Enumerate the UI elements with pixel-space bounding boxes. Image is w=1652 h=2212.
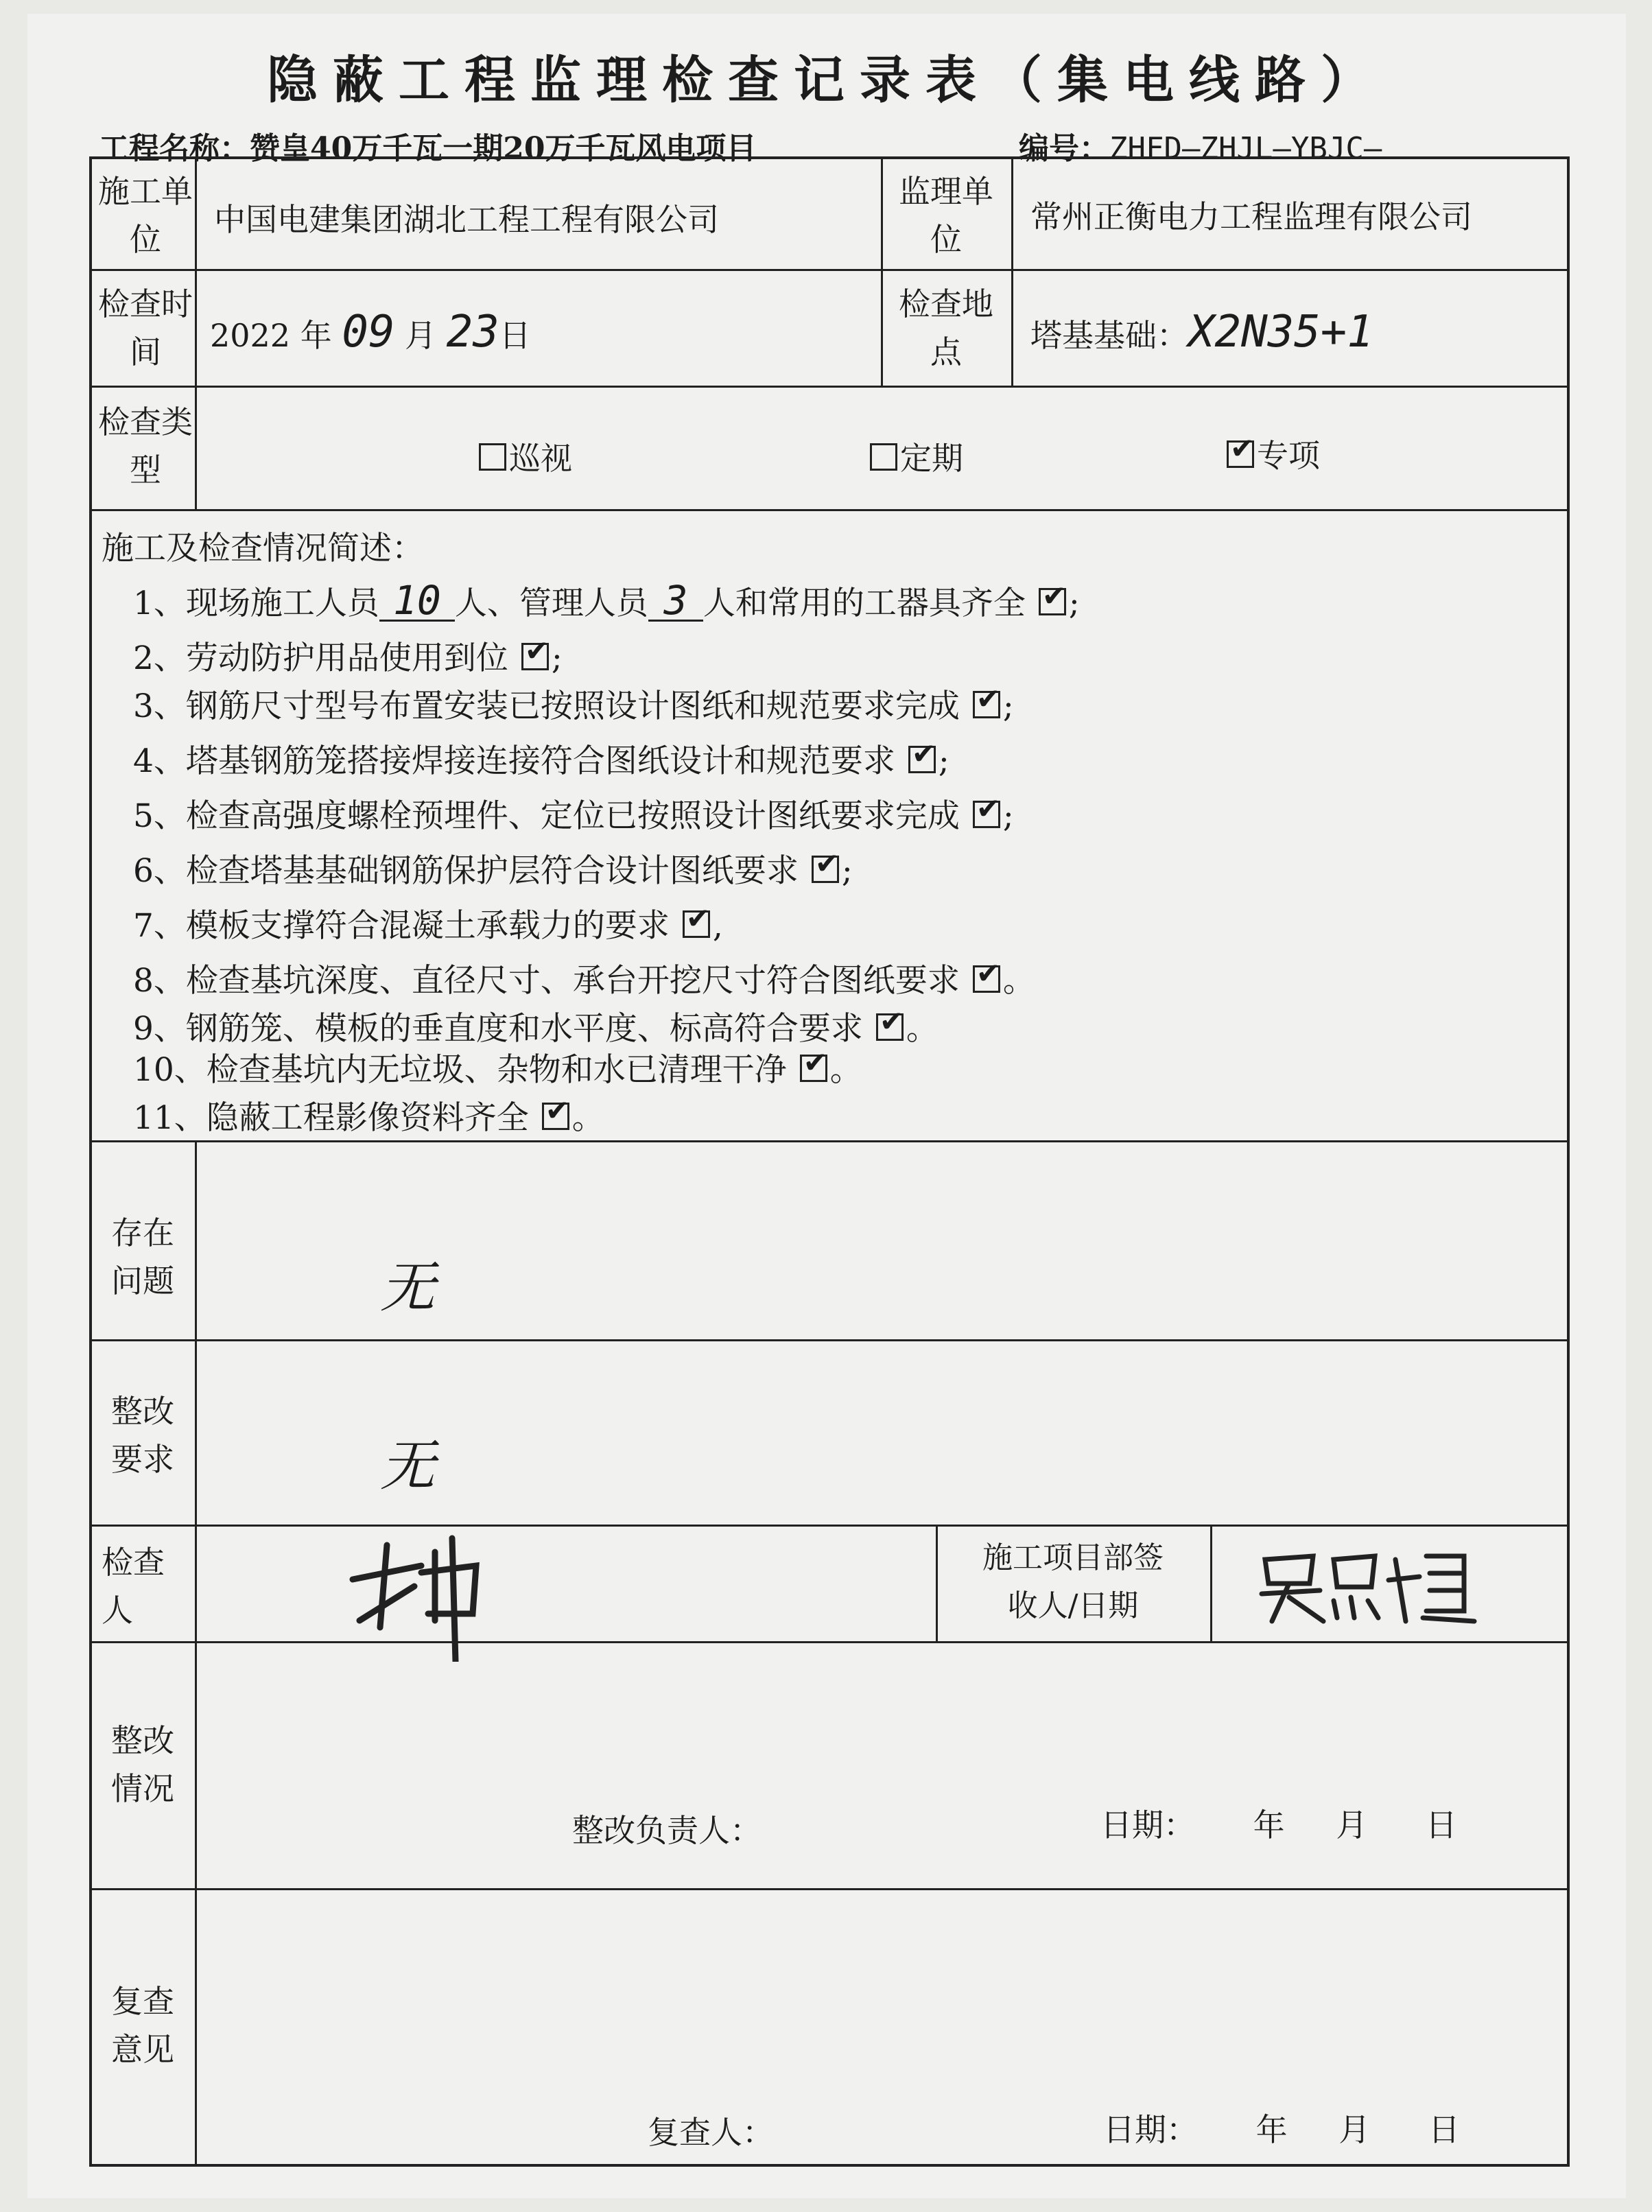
receiver-signature-drawing	[1258, 1546, 1478, 1628]
supervision-unit-label: 监理单位	[899, 173, 993, 258]
checkbox-checked-icon	[1039, 588, 1066, 615]
checkbox-checked-icon	[973, 691, 1000, 718]
type-periodic[interactable]	[867, 434, 963, 479]
checkbox-checked-icon	[876, 1013, 904, 1041]
record-table	[89, 156, 1570, 2167]
summary-item: 2、劳动防护用品使用到位 ✔ ;	[133, 633, 563, 679]
location-handwritten: X2N35+1	[1188, 307, 1373, 357]
construction-unit-value: 中国电建集团湖北工程工程有限公司	[214, 201, 719, 238]
workers-count: 10	[379, 581, 455, 622]
checkbox-checked-icon	[908, 746, 936, 773]
summary-item: 6、检查塔基基础钢筋保护层符合设计图纸要求 ✔ ;	[133, 845, 853, 891]
type-special[interactable]	[1224, 431, 1320, 476]
check-location-value	[1030, 307, 1373, 357]
rectify-status-label: 整改 情况	[111, 1722, 174, 1807]
type-periodic-label: 定期	[900, 440, 963, 477]
summary-item: 10、检查基坑内无垃圾、杂物和水已清理干净 ✔ 。	[133, 1044, 862, 1090]
checkbox-checked-icon	[812, 856, 839, 883]
receiver-signature	[1258, 1545, 1478, 1649]
summary-item: 11、隐蔽工程影像资料齐全 ✔ 。	[133, 1092, 604, 1138]
check-day: 23	[446, 307, 499, 357]
summary-item: 8、检查基坑深度、直径尺寸、承台开挖尺寸符合图纸要求 ✔ 。	[133, 955, 1035, 1001]
inspector-signature-drawing	[339, 1525, 504, 1662]
checkbox-checked-icon[interactable]	[1227, 440, 1254, 468]
rectify-req-value: 无	[380, 1434, 435, 1498]
checkbox-checked-icon	[973, 801, 1000, 828]
type-patrol[interactable]	[476, 434, 572, 479]
supervision-unit-value: 常州正衡电力工程监理有限公司	[1030, 198, 1472, 235]
summary-item: 4、塔基钢筋笼搭接焊接连接符合图纸设计和规范要求 ✔ ;	[133, 736, 949, 781]
checkbox-checked-icon	[521, 643, 549, 670]
location-prefix: 塔基基础：	[1030, 317, 1188, 354]
problems-label: 存在 问题	[111, 1214, 174, 1299]
check-type-label: 检查类型	[98, 403, 193, 489]
managers-count: 3	[648, 581, 703, 622]
check-year: 2022 年	[210, 317, 332, 354]
receiver-label: 施工项目部签 收人/日期	[982, 1540, 1164, 1623]
serial-label: 编号：	[1019, 131, 1109, 166]
rectify-person-label: 整改负责人：	[572, 1812, 762, 1849]
document-title: 隐蔽工程监理检查记录表（集电线路）	[267, 51, 1386, 110]
document-page	[27, 14, 1626, 2198]
checkbox-icon[interactable]	[479, 443, 506, 471]
summary-item: 9、钢筋笼、模板的垂直度和水平度、标高符合要求 ✔ 。	[133, 1003, 939, 1049]
check-location-label: 检查地点	[899, 285, 993, 370]
review-label: 复查 意见	[111, 1983, 174, 2068]
checkbox-checked-icon	[683, 910, 710, 938]
project-value: 赞皇40万千瓦一期20万千瓦风电项目	[250, 131, 757, 166]
inspector-signature	[339, 1525, 504, 1683]
review-date: 日期： 年 月 日	[1103, 2111, 1460, 2148]
inspector-label: 检查 人	[102, 1544, 165, 1629]
day-suffix: 日	[499, 317, 531, 354]
summary-heading: 施工及检查情况简述：	[102, 530, 424, 567]
rectify-req-label: 整改 要求	[111, 1393, 174, 1478]
check-month: 09	[342, 307, 395, 357]
checkbox-checked-icon	[973, 965, 1000, 993]
checkbox-icon[interactable]	[870, 443, 897, 471]
rectify-date: 日期： 年 月 日	[1100, 1807, 1457, 1844]
construction-unit-label: 施工单位	[98, 173, 193, 258]
project-label: 工程名称：	[99, 131, 250, 166]
summary-item: 7、模板支撑符合混凝土承载力的要求 ✔ ,	[133, 900, 723, 946]
type-patrol-label: 巡视	[509, 440, 572, 477]
checkbox-checked-icon	[542, 1103, 569, 1130]
check-time-label: 检查时间	[98, 285, 193, 370]
checkbox-checked-icon	[800, 1055, 827, 1082]
serial-value: ZHFD—ZHJL—YBJC—	[1109, 131, 1382, 166]
summary-item-1: 1、现场施工人员 10 人、管理人员 3 人和常用的工器具齐全 ✔ ;	[133, 578, 1080, 624]
summary-item: 5、检查高强度螺栓预埋件、定位已按照设计图纸要求完成 ✔ ;	[133, 790, 1014, 836]
review-person-label: 复查人：	[648, 2114, 774, 2151]
check-time-value	[210, 307, 531, 357]
month-suffix: 月	[405, 317, 437, 354]
problems-value: 无	[380, 1256, 435, 1319]
summary-item: 3、钢筋尺寸型号布置安装已按照设计图纸和规范要求完成 ✔ ;	[133, 681, 1014, 727]
type-special-label: 专项	[1257, 437, 1320, 474]
